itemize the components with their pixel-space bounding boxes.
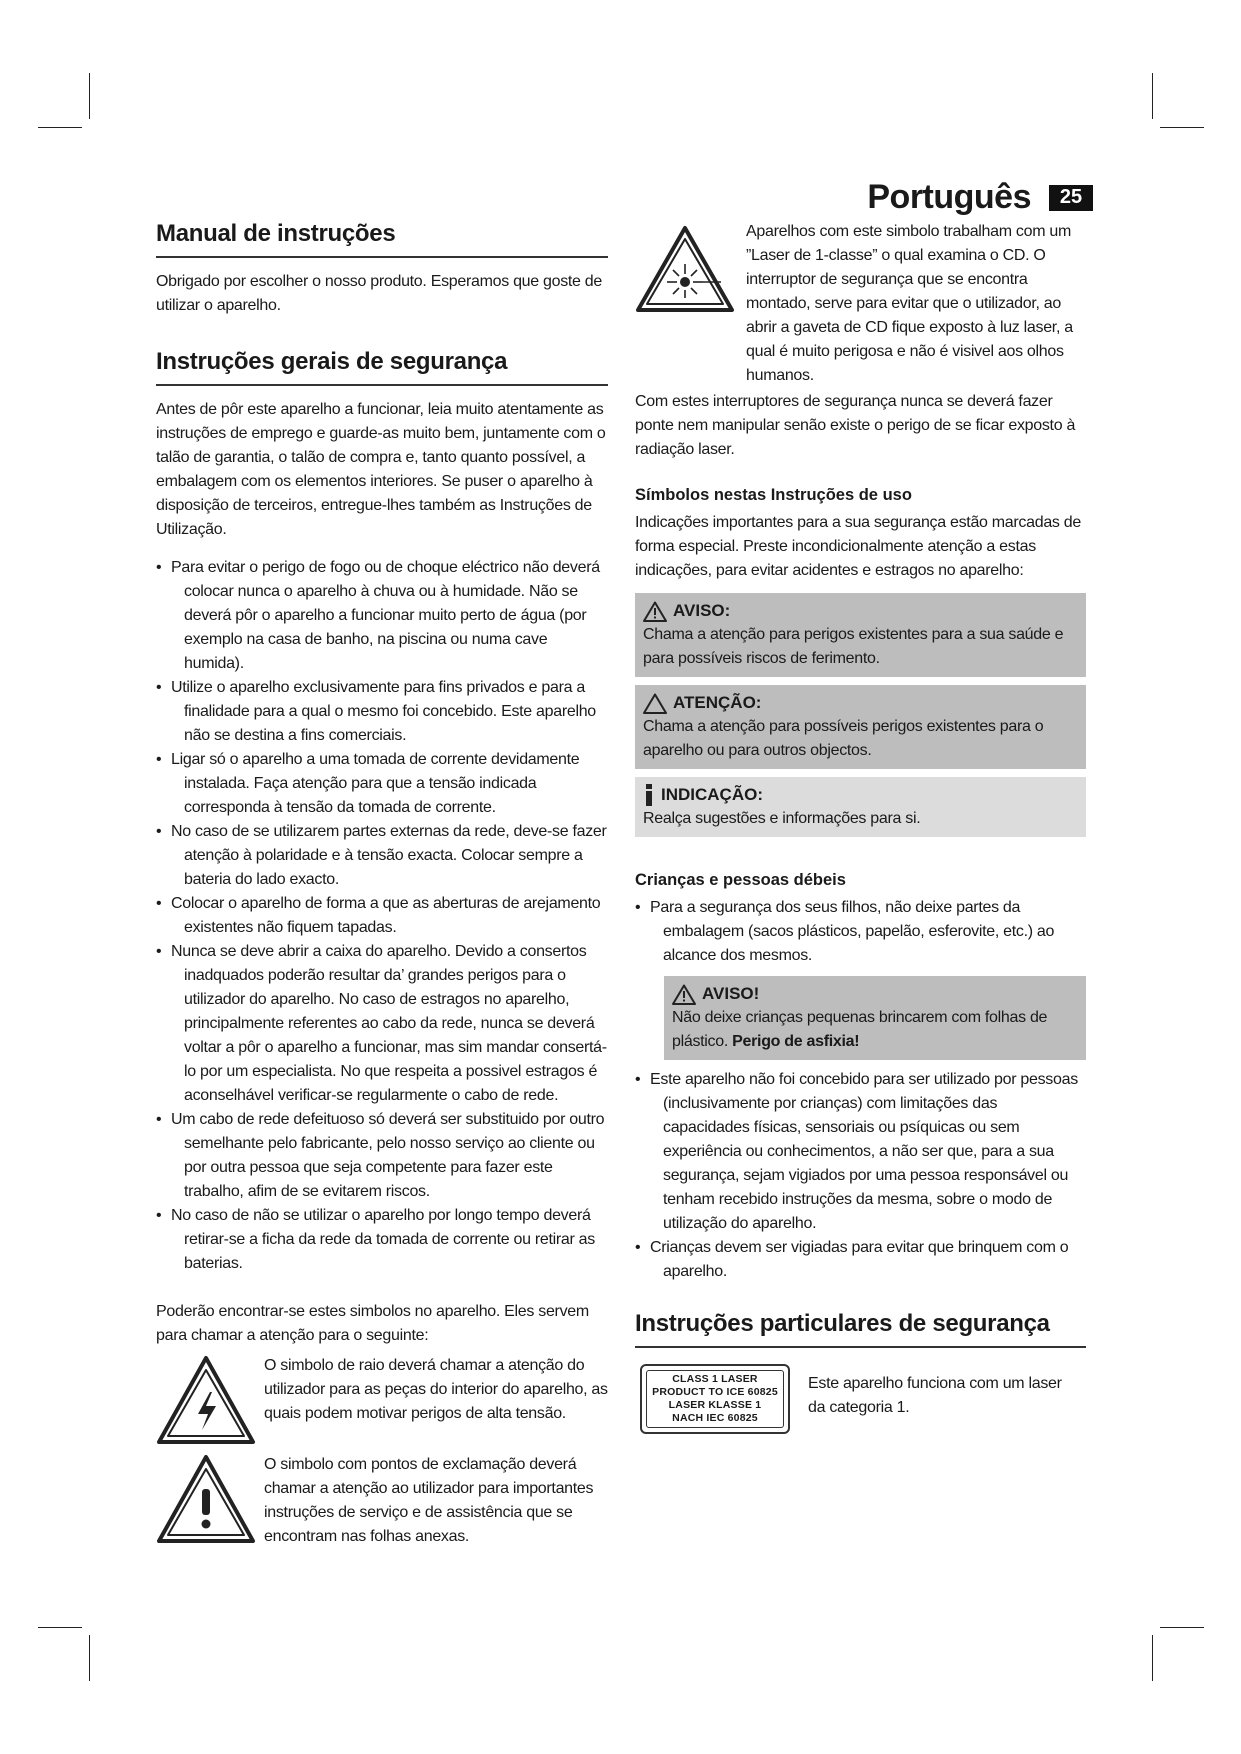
- list-item: • No caso de se utilizarem partes externas da rede, deve-se fazer atenção à polaridade e à tensão exacta. Colocar sempre a bateria do lado exacto.: [156, 820, 608, 892]
- crop-mark: [89, 1635, 90, 1681]
- manual-title: Manual de instruções: [156, 220, 608, 258]
- language-title: Português: [867, 178, 1031, 216]
- atencao-text: Chama a atenção para possíveis perigos existentes para o aparelho ou para outros objectos.: [643, 718, 1044, 759]
- crop-mark: [38, 1627, 82, 1628]
- symbols-intro: Poderão encontrar-se estes simbolos no aparelho. Eles servem para chamar a atenção para o seguinte:: [156, 1303, 589, 1344]
- warning-triangle-icon: [643, 693, 667, 714]
- page-header: [867, 178, 1093, 217]
- exclamation-text: O simbolo com pontos de exclamação deverá chamar a atenção ao utilizador para importantes instruções de serviço e de assistência que se encontram nas folhas anexas.: [264, 1456, 594, 1545]
- right-column: [635, 220, 1086, 1434]
- list-item: • Nunca se deve abrir a caixa do aparelho. Devido a consertos inadquados poderão resultar da’ grandes perigos para o utilizador do aparelho. No caso de estragos no aparelho, principalmente referentes ao cabo da rede, nunca se deverá voltar a pôr o aparelho a funcionar, mas sim mandar consertá-lo por um especialista. No que respeita a possivel estragos é aconselhável verificar-se regularmente o cabo de rede.: [156, 940, 608, 1108]
- label-line: CLASS 1 LASER: [672, 1373, 758, 1385]
- aviso-text: Chama a atenção para perigos existentes para a sua saúde e para possíveis riscos de ferimento.: [643, 626, 1064, 667]
- info-icon: [643, 784, 655, 806]
- crop-mark: [1152, 1635, 1153, 1681]
- aviso-title: AVISO:: [673, 601, 731, 620]
- laser-class-text: Este aparelho funciona com um laser da categoria 1.: [808, 1375, 1062, 1416]
- list-item: • Para evitar o perigo de fogo ou de choque eléctrico não deverá colocar nunca o aparelho à chuva ou à humidade. Não se deverá pôr o aparelho a funcionar muito perto de água (por exemplo na casa de banho, na piscina ou numa cave humida).: [156, 556, 608, 676]
- aviso2-text: Não deixe crianças pequenas brincarem com folhas de plástico.: [672, 1009, 1048, 1050]
- lightning-symbol-row: [156, 1354, 608, 1451]
- list-item: • Um cabo de rede defeituoso só deverá ser substituido por outro semelhante pelo fabricante, pelo nosso serviço ao cliente ou por outra pessoa que seja competente para fazer este trabalho, afim de se evitarem riscos.: [156, 1108, 608, 1204]
- crop-mark: [1160, 1627, 1204, 1628]
- label-line: LASER KLASSE 1: [668, 1399, 762, 1411]
- laser-warning-icon: [635, 220, 746, 319]
- label-line: PRODUCT TO ICE 60825: [652, 1386, 778, 1398]
- safety-intro: Antes de pôr este aparelho a funcionar, leia muito atentamente as instruções de emprego e guarde-as muito bem, juntamente com o talão de garantia, o talão de compra e, tanto quanto possível, a embalagem com os elementos interiores. Se puser o aparelho à disposição de terceiros, entregue-lhes também as Instruções de Utilização.: [156, 401, 606, 538]
- atencao-title: ATENÇÃO:: [673, 693, 762, 712]
- particular-title: Instruções particulares de segurança: [635, 1310, 1086, 1348]
- page-number: 25: [1049, 185, 1093, 211]
- safety-list: [156, 556, 608, 1276]
- crop-mark: [38, 127, 82, 128]
- crop-mark: [89, 73, 90, 119]
- children-list-2: [635, 1068, 1086, 1284]
- list-item: • No caso de não se utilizar o aparelho por longo tempo deverá retirar-se a ficha da rede da tomada de corrente ou retirar as baterias.: [156, 1204, 608, 1276]
- exclamation-symbol-row: [156, 1453, 608, 1550]
- aviso2-title: AVISO!: [702, 984, 760, 1003]
- safety-title: Instruções gerais de segurança: [156, 348, 608, 386]
- laser-symbol-row: [635, 220, 1086, 388]
- indicacao-text: Realça sugestões e informações para si.: [643, 810, 921, 827]
- crop-mark: [1152, 73, 1153, 119]
- laser-class-row: [635, 1364, 1086, 1434]
- aviso-children-box: [664, 976, 1086, 1060]
- list-item: • Utilize o aparelho exclusivamente para fins privados e para a finalidade para a qual o mesmo foi concebido. Este aparelho não se destina a fins comerciais.: [156, 676, 608, 748]
- children-list: [635, 896, 1086, 968]
- list-item: • Crianças devem ser vigiadas para evitar que brinquem com o aparelho.: [635, 1236, 1086, 1284]
- warning-triangle-icon: [672, 984, 696, 1005]
- list-item: • Ligar só o aparelho a uma tomada de corrente devidamente instalada. Faça atenção para que a tensão indicada corresponda à tensão da tomada de corrente.: [156, 748, 608, 820]
- laser-text: Aparelhos com este simbolo trabalham com um ”Laser de 1-classe” o qual examina o CD. O interruptor de segurança que se encontra montado, serve para evitar que o utilizador, ao abrir a gaveta de CD fique exposto à luz laser, a qual é muito perigosa e não é visivel aos olhos humanos.: [746, 223, 1073, 384]
- atencao-box: [635, 685, 1086, 769]
- list-item: • Colocar o aparelho de forma a que as aberturas de arejamento existentes não fiquem tapadas.: [156, 892, 608, 940]
- interlock-text: Com estes interruptores de segurança nunca se deverá fazer ponte nem manipular senão existe o perigo de se ficar exposto à radiação laser.: [635, 393, 1076, 458]
- symbols-text: Indicações importantes para a sua segurança estão marcadas de forma especial. Preste incondicionalmente atenção a estas indicações, para evitar acidentes e estragos no aparelho:: [635, 514, 1081, 579]
- children-title: Crianças e pessoas débeis: [635, 871, 846, 889]
- list-item: • Este aparelho não foi concebido para ser utilizado por pessoas (inclusivamente por crianças) com limitações das capacidades físicas, sensoriais ou psíquicas ou sem experiência ou conhecimentos, a não ser que, para a sua segurança, sejam vigiados por uma pessoa responsável ou tenham recebido instruções da mesma, sobre o modo de utilização do aparelho.: [635, 1068, 1086, 1236]
- label-line: NACH IEC 60825: [672, 1412, 758, 1424]
- laser-class-label: [640, 1364, 790, 1434]
- indicacao-box: [635, 777, 1086, 837]
- aviso-box: [635, 593, 1086, 677]
- lightning-text: O simbolo de raio deverá chamar a atenção do utilizador para as peças do interior do aparelho, as quais podem motivar perigos de alta tensão.: [264, 1357, 608, 1422]
- crop-mark: [1160, 127, 1204, 128]
- list-item: • Para a segurança dos seus filhos, não deixe partes da embalagem (sacos plásticos, papelão, esferovite, etc.) ao alcance dos mesmos.: [635, 896, 1086, 968]
- left-column: [156, 220, 608, 1550]
- manual-intro: Obrigado por escolher o nosso produto. Esperamos que goste de utilizar o aparelho.: [156, 273, 602, 314]
- exclamation-warning-icon: [156, 1453, 264, 1550]
- symbols-title: Símbolos nestas Instruções de uso: [635, 486, 912, 504]
- lightning-warning-icon: [156, 1354, 264, 1451]
- indicacao-title: INDICAÇÃO:: [661, 785, 763, 804]
- aviso2-bold: Perigo de asfixia!: [732, 1033, 860, 1050]
- warning-triangle-icon: [643, 601, 667, 622]
